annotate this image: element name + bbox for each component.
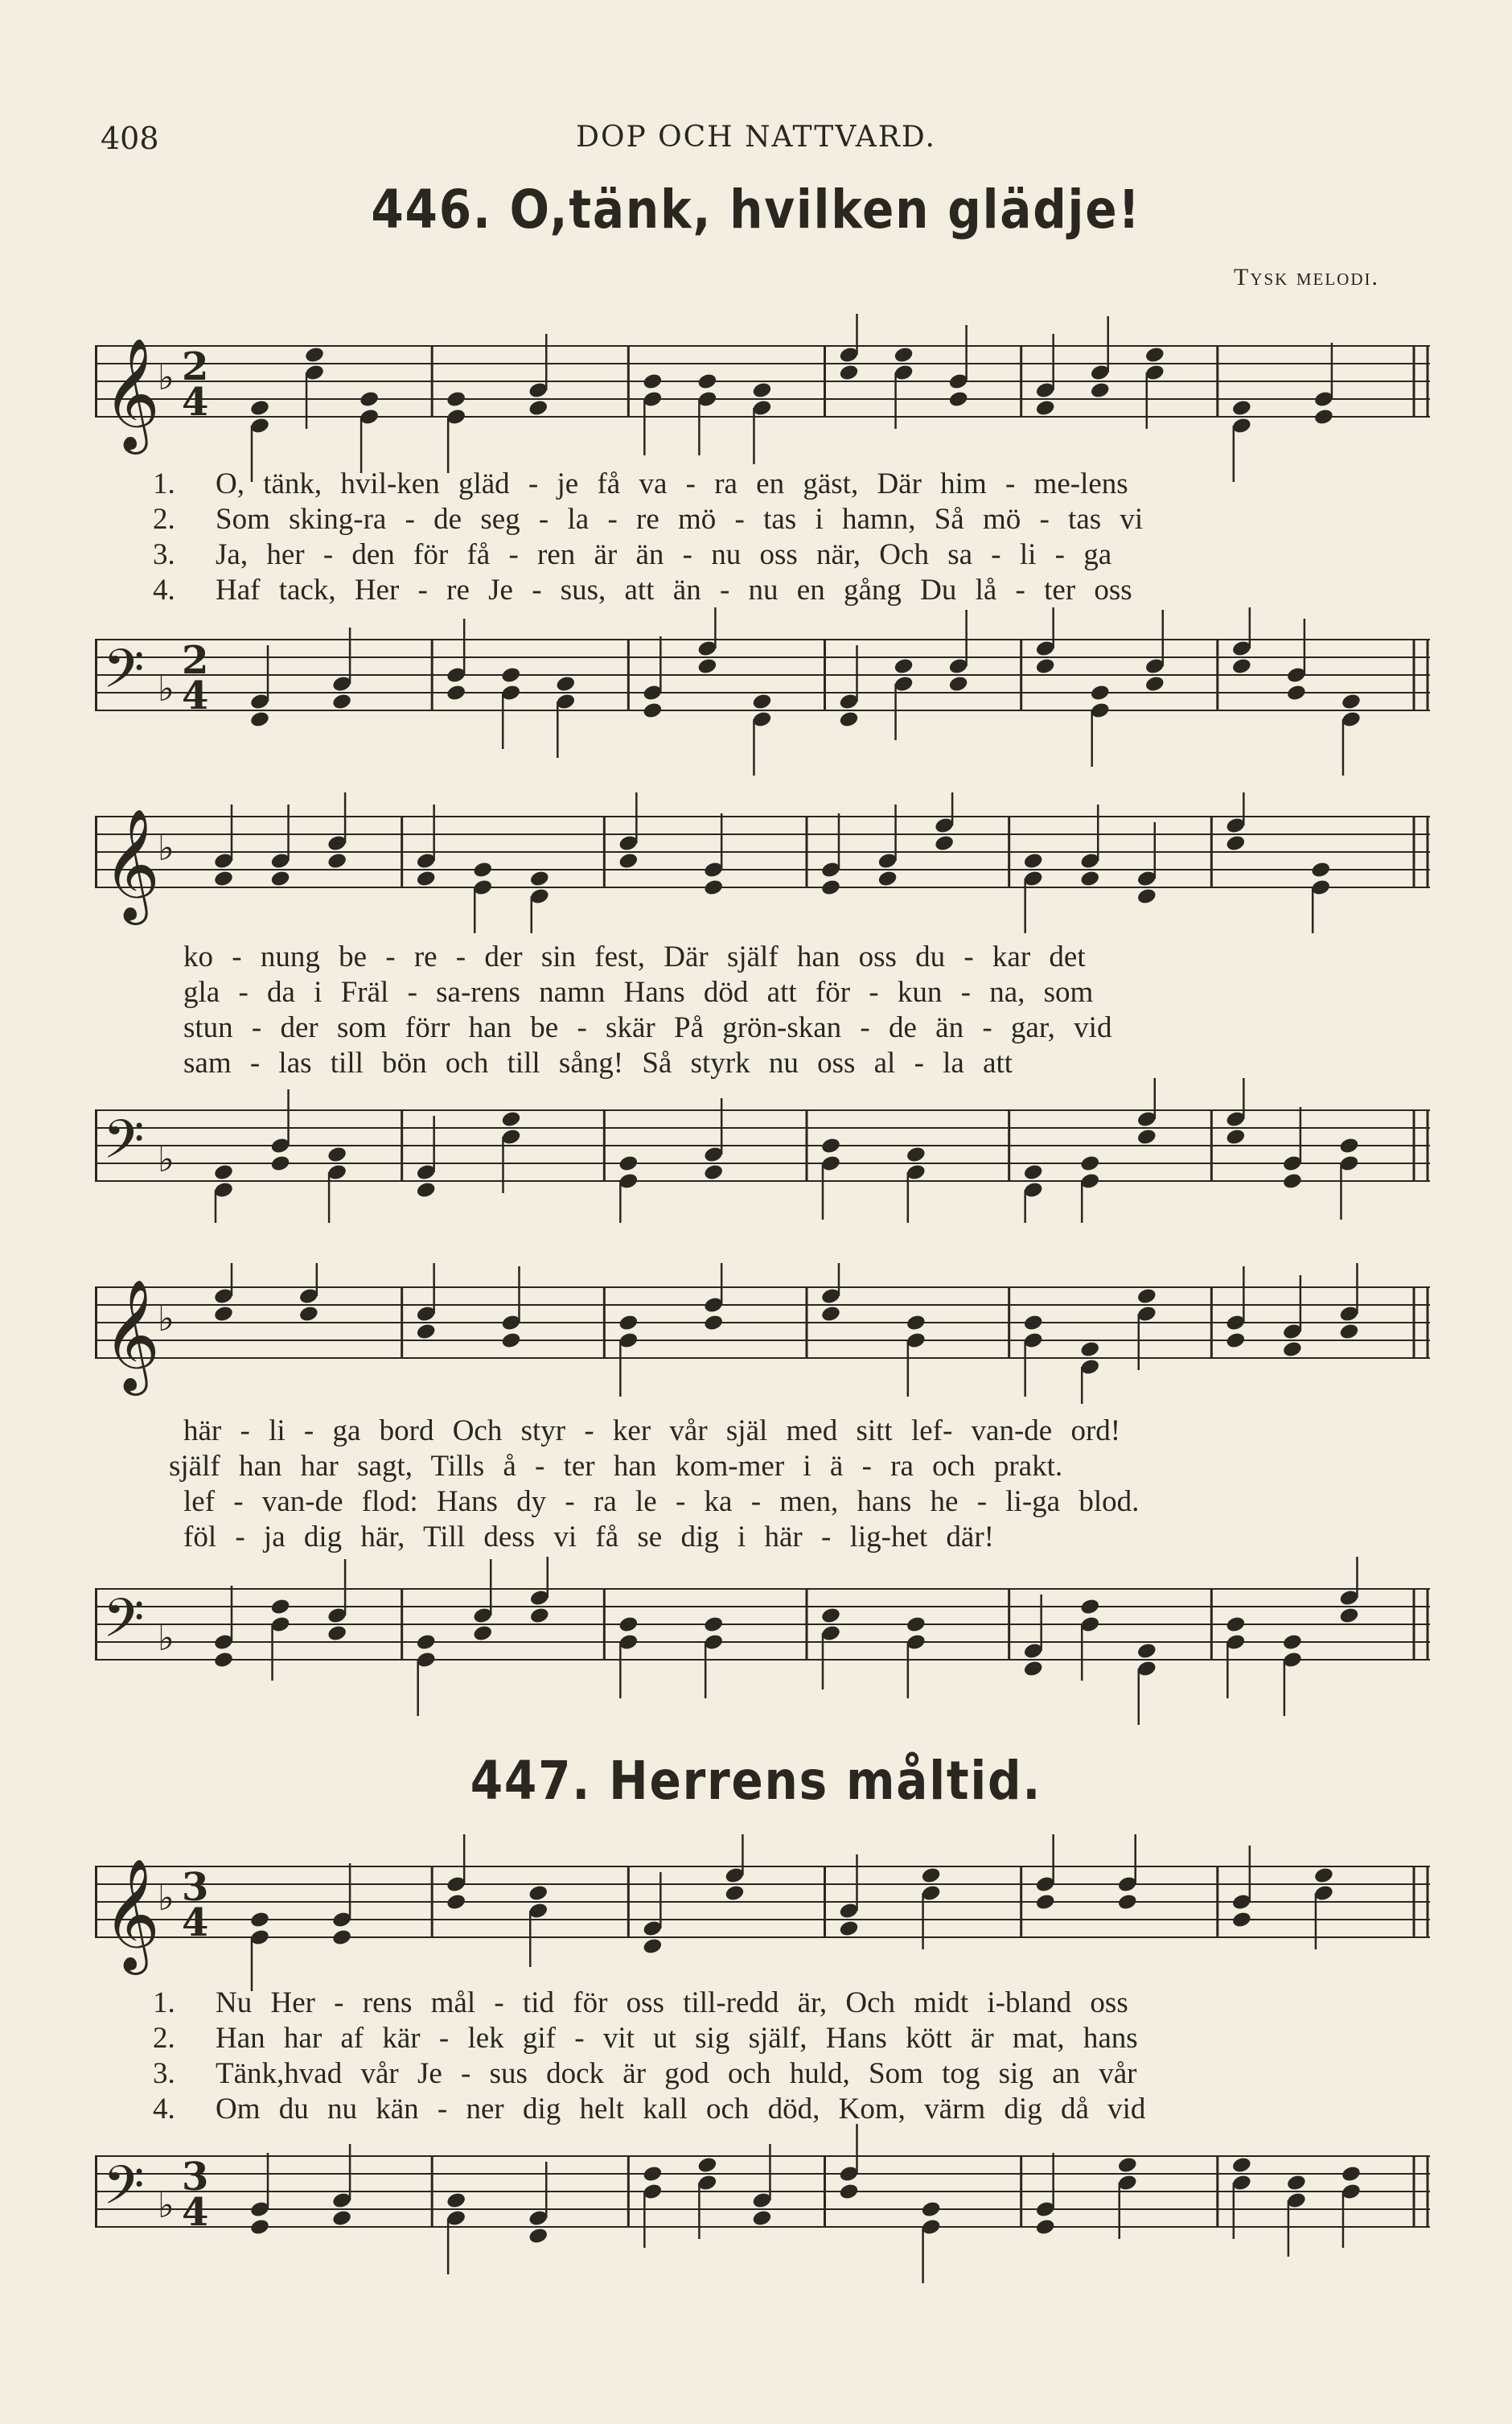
lyric-line: stun - der som förr han be - skär På grön-skan - de än - gar, vid: [183, 1011, 1112, 1044]
treble-clef-icon: 𝄞: [103, 1279, 160, 1391]
lyric-line: Nu Her - rens mål - tid för oss till-redd är, Och midt i-bland oss: [216, 1986, 1128, 2019]
hymn-446-system-1-bass-staff: [95, 607, 1430, 780]
hymn-446-title: 446. O,tänk, hvilken glädje!: [371, 179, 1141, 241]
lyric-line: Om du nu kän - ner dig helt kall och död, Kom, värm dig då vid: [216, 2093, 1146, 2126]
lyric-line: här - li - ga bord Och styr - ker vår själ med sitt lef- van-de ord!: [183, 1414, 1121, 1447]
hymn-446-system-1-treble-staff: [95, 314, 1430, 487]
bass-clef-icon: 𝄢: [103, 1109, 145, 1183]
lyric-line: sam - las till bön och till sång! Så styrk nu oss al - la att: [183, 1047, 1013, 1080]
svg-text:4: 4: [182, 380, 209, 425]
page-number: 408: [101, 121, 159, 156]
treble-clef-icon: 𝄞: [103, 809, 160, 920]
bass-clef-icon: 𝄢: [103, 1587, 145, 1662]
lyric-line: O, tänk, hvil-ken gläd - je få va - ra en gäst, Där him - me-lens: [216, 467, 1128, 500]
hymn-447-bass-staff: [95, 2124, 1430, 2285]
verse-number: 3.: [153, 2057, 175, 2090]
svg-text:♭: ♭: [158, 669, 175, 710]
hymn-446-system-2-treble-staff: [95, 792, 1430, 933]
verse-number: 2.: [153, 2022, 175, 2055]
verse-number: 4.: [153, 2093, 175, 2126]
svg-text:4: 4: [182, 673, 209, 718]
verse-number: 1.: [153, 467, 175, 500]
melody-credit: Tysk melodi.: [1234, 264, 1379, 290]
lyric-line: lef - van-de flod: Hans dy - ra le - ka - men, hans he - li-ga blod.: [183, 1485, 1140, 1518]
hymn-446-system-3-bass-staff: [95, 1557, 1430, 1734]
running-title: DOP OCH NATTVARD.: [576, 121, 936, 154]
lyric-line: ko - nung be - re - der sin fest, Där själf han oss du - kar det: [183, 940, 1086, 973]
lyric-line: gla - da i Fräl - sa-rens namn Hans död att för - kun - na, som: [183, 976, 1094, 1009]
svg-text:3: 3: [182, 1865, 209, 1910]
verse-number: 2.: [153, 503, 175, 536]
svg-text:♭: ♭: [158, 1878, 175, 1919]
svg-text:♭: ♭: [158, 828, 175, 869]
svg-text:4: 4: [182, 1900, 209, 1945]
lyric-line: Tänk,hvad vår Je - sus dock är god och huld, Som tog sig an vår: [216, 2057, 1137, 2090]
svg-text:♭: ♭: [158, 2185, 175, 2226]
hymn-447-title: 447. Herrens måltid.: [470, 1750, 1042, 1812]
verse-number: 4.: [153, 574, 175, 607]
svg-text:3: 3: [182, 2154, 209, 2200]
treble-clef-icon: 𝄞: [103, 1858, 160, 1970]
lyric-line: själf han har sagt, Tills å - ter han kom-mer i ä - ra och prakt.: [169, 1450, 1063, 1483]
hymn-446-system-3-treble-staff: [95, 1263, 1430, 1404]
verse-number: 1.: [153, 1986, 175, 2019]
lyric-line: Han har af kär - lek gif - vit ut sig själf, Hans kött är mat, hans: [216, 2022, 1138, 2055]
bass-clef-icon: 𝄢: [103, 2154, 145, 2229]
verse-number: 3.: [153, 538, 175, 571]
lyric-line: Haf tack, Her - re Je - sus, att än - nu en gång Du lå - ter oss: [216, 574, 1132, 607]
treble-clef-icon: 𝄞: [103, 338, 160, 450]
hymn-446-system-2-bass-staff: [95, 1078, 1430, 1223]
svg-text:4: 4: [182, 2190, 209, 2235]
svg-text:2: 2: [182, 638, 209, 683]
svg-text:♭: ♭: [158, 1618, 175, 1659]
svg-text:♭: ♭: [158, 1298, 175, 1340]
svg-text:2: 2: [182, 344, 209, 389]
lyric-line: föl - ja dig här, Till dess vi få se dig i här - lig-het där!: [183, 1521, 994, 1554]
svg-text:♭: ♭: [158, 357, 175, 398]
bass-clef-icon: 𝄢: [103, 638, 145, 713]
svg-text:♭: ♭: [158, 1139, 175, 1180]
lyric-line: Som sking-ra - de seg - la - re mö - tas i hamn, Så mö - tas vi: [216, 503, 1144, 536]
lyric-line: Ja, her - den för få - ren är än - nu oss när, Och sa - li - ga: [216, 538, 1112, 571]
hymn-447-treble-staff: [95, 1834, 1430, 1991]
page-header: [0, 121, 1512, 161]
